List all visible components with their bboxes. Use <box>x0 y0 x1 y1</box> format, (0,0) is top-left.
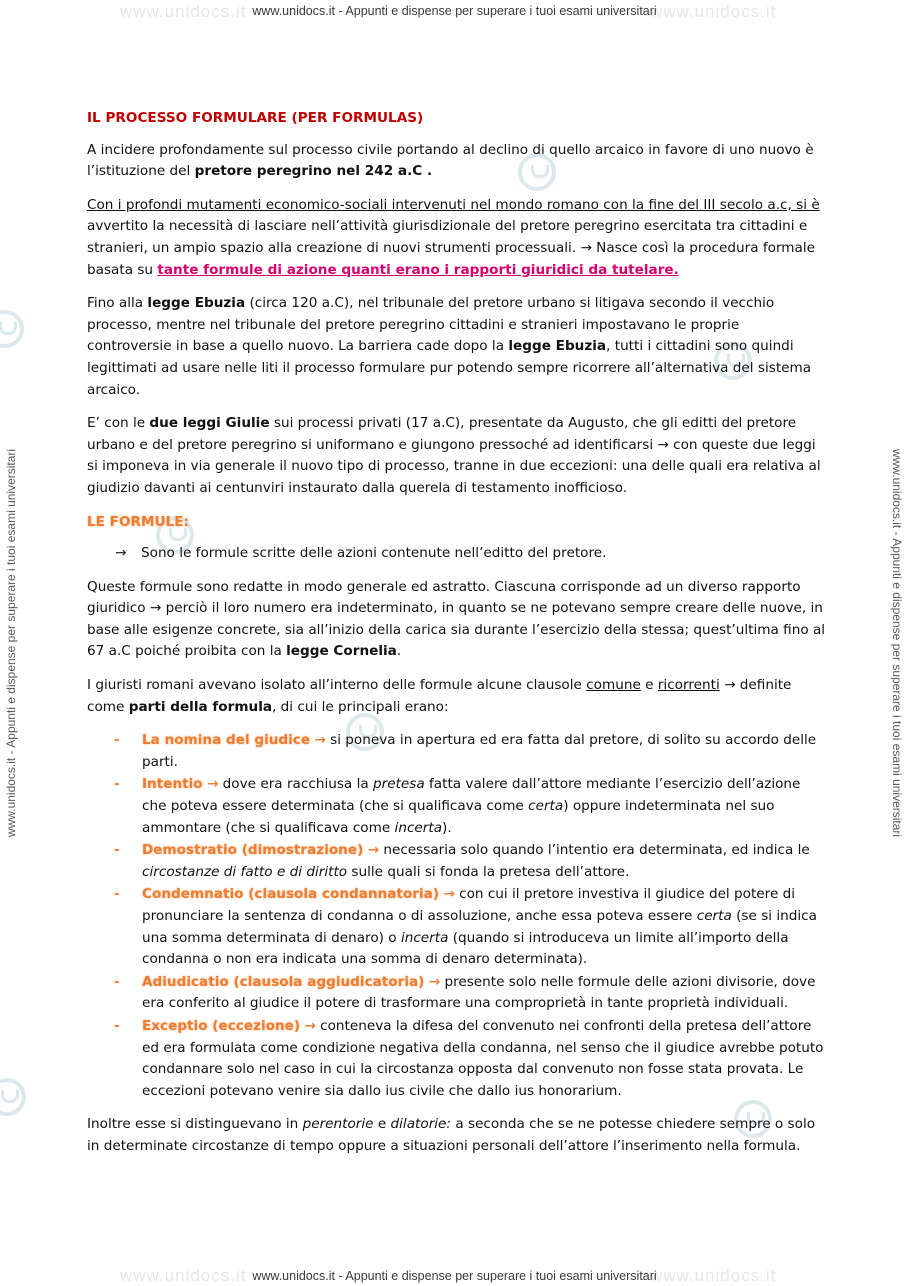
list-item-text: si poneva in apertura ed era fatta dal pretore, di solito su accordo delle parti. <box>142 732 817 770</box>
dash-bullet: - <box>114 842 120 859</box>
header-watermark: www.unidocs.it - Appunti e dispense per superare i tuoi esami universitari <box>252 4 657 18</box>
left-side-watermark: www.unidocs.it - Appunti e dispense per superare i tuoi esami universitari <box>4 448 18 838</box>
p4-text-c: sui processi privati (17 a.C), presentate da Augusto, che gli editti del pretore urbano e del pretore peregrino si uniformano e giungono pressoché ad identificarsi <box>87 415 797 453</box>
paragraph-5 <box>87 577 827 663</box>
list-item-italic: incerta <box>394 819 443 836</box>
p3-bold-1: legge Ebuzia <box>147 295 246 312</box>
p5-text-d: . <box>396 643 402 660</box>
arrow-icon: → <box>115 545 127 562</box>
paragraph-7 <box>87 1114 827 1157</box>
list-item-italic: certa <box>528 798 564 815</box>
paragraph-3 <box>87 293 827 401</box>
p5-text: Queste formule sono redatte in modo generale ed astratto. Ciascuna corrisponde ad un diverso rapporto giuridico <box>87 578 801 617</box>
arrow-icon: → <box>724 677 736 694</box>
list-item-text: conteneva la difesa del convenuto nei confronti della pretesa dell’attore ed era formulata come condizione negativa della condanna, nel senso che il giudice avrebbe potuto condannare solo nel caso in cui la circostanza opposta dal convenuto non fosse stata provata. Le eccezioni potevano venire sia dallo ius civile che dallo ius honorarium. <box>142 1017 824 1099</box>
p7-text-c: a seconda che se ne potesse chiedere sempre o solo in determinate circostanze di tempo oppure a situazioni personali dell’attore l’inserimento nella formula. <box>87 1116 816 1154</box>
p1-bold: pretore peregrino nel 242 a.C . <box>194 163 433 180</box>
p6-text: I giuristi romani avevano isolato all’interno delle formule alcune clausole <box>87 677 587 694</box>
p6-text-f: , di cui le principali erano: <box>272 698 449 715</box>
p3-text-c: (circa 120 a.C), nel tribunale del pretore urbano si litigava secondo il vecchio processo, mentre nel tribunale del pretore peregrino cittadini e stranieri impostavano le proprie controversie in base a quello nuovo. La barriera cade dopo la <box>87 295 775 355</box>
dash-bullet: - <box>114 732 120 749</box>
list-item-term: La nomina del giudice <box>142 732 311 749</box>
dash-bullet: - <box>114 886 120 903</box>
p7-text: Inoltre esse si distinguevano in <box>87 1116 303 1133</box>
p5-bold: legge Cornelia <box>286 643 397 660</box>
p3-bold-2: legge Ebuzia <box>508 338 607 355</box>
p6-underlined-1: comune <box>586 677 641 694</box>
list-item-text: (se si indica una somma determinata di denaro) o <box>142 908 817 946</box>
list-item <box>87 730 827 773</box>
list-item-text: con cui il pretore investiva il giudice del potere di pronunciare la sentenza di condanna o di assoluzione, anche essa poteva essere <box>142 886 796 924</box>
p4-bold: due leggi Giulie <box>149 415 270 432</box>
list-item-text: fatta valere dall’attore mediante l’esercizio dell’azione che poteva essere determinata (che si qualificava come <box>142 776 801 815</box>
list-item-term: Condemnatio (clausola condannatoria) <box>142 886 440 903</box>
list-item <box>87 774 827 839</box>
list-item-term: Demostratio (dimostrazione) <box>142 842 364 859</box>
p7-text-b: e <box>373 1116 391 1133</box>
dash-bullet: - <box>114 776 120 793</box>
arrow-icon: → <box>580 239 592 256</box>
dash-bullet: - <box>114 973 120 990</box>
p6-text-b: e <box>640 677 658 694</box>
section-title: IL PROCESSO FORMULARE (PER FORMULAS) <box>87 110 424 126</box>
p7-italic-2: dilatorie: <box>390 1116 451 1133</box>
list-item-term: Exceptio (eccezione) <box>142 1017 301 1034</box>
faint-watermark-bottom-left: www.unidocs.it <box>120 1266 247 1285</box>
p2-highlight: tante formule di azione quanti erano i rapporti giuridici da tutelare. <box>157 261 679 278</box>
p2-text: avvertito la necessità di lasciare nell’attività giurisdizionale del pretore peregrino esercitata tra cittadini e stranieri, un ampio spazio alla creazione di nuovi strumenti processuali. <box>87 218 808 256</box>
list-item-text: necessaria solo quando l’intentio era determinata, ed indica le <box>379 842 810 859</box>
list-item-italic: pretesa <box>373 776 425 793</box>
arrow-icon: → <box>657 436 669 453</box>
paragraph-6 <box>87 675 827 718</box>
arrow-icon: → <box>314 732 326 749</box>
watermark-logo-icon <box>0 310 24 348</box>
list-item <box>87 1016 827 1102</box>
p6-underlined-2: ricorrenti <box>657 677 720 694</box>
p3-text-d: , tutti i cittadini sono quindi legittimati ad usare nelle liti il processo formulare pur potendo sempre ricorrere all’alternativa del sistema arcaico. <box>87 338 812 398</box>
p6-text-d: definite come <box>87 677 792 715</box>
list-item-text: (quando si introduceva un limite all’importo della condanna o non era indicata una somma di denaro determinata). <box>142 929 789 968</box>
paragraph-2 <box>87 195 827 281</box>
arrow-icon: → <box>428 973 441 990</box>
arrow-bullet-text: Sono le formule scritte delle azioni contenute nell’editto del pretore. <box>141 545 607 562</box>
list-item-term: Adiudicatio (clausola aggiudicatoria) <box>142 973 425 990</box>
list-item <box>87 884 827 970</box>
formula-parts-list <box>87 730 827 1102</box>
p7-italic-1: perentorie <box>302 1116 374 1133</box>
list-item-text: sulle quali si fonda la pretesa dell’attore. <box>347 863 630 880</box>
footer-watermark: www.unidocs.it - Appunti e dispense per superare i tuoi esami universitari <box>252 1269 657 1283</box>
list-item-text: dove era racchiusa la <box>218 776 373 793</box>
p6-bold: parti della formula <box>128 698 273 715</box>
p2-text-b: Nasce così la procedura formale basata su <box>87 239 816 278</box>
arrow-bullet <box>87 543 827 565</box>
arrow-icon: → <box>206 776 219 793</box>
arrow-icon: → <box>304 1017 316 1034</box>
p2-underlined: Con i profondi mutamenti economico-sociali intervenuti nel mondo romano con la fine del III secolo a.c, si è <box>87 196 820 213</box>
p3-text: Fino alla <box>87 295 148 312</box>
faint-watermark-top-left: www.unidocs.it <box>120 2 247 21</box>
list-item-italic: circostanze di fatto e di diritto <box>142 863 348 880</box>
paragraph-4 <box>87 413 827 499</box>
list-item-text: ) oppure indeterminata nel suo ammontare (che si qualificava come <box>142 798 775 836</box>
list-item-text: ). <box>442 819 452 836</box>
document-body <box>87 108 827 1170</box>
list-item-text: presente solo nelle formule delle azioni divisorie, dove era conferito al giudice il potere di trasformare una comproprietà in tante proprietà individuali. <box>142 973 816 1012</box>
p4-text: E’ con le <box>87 415 150 432</box>
arrow-icon: → <box>149 600 162 617</box>
p4-text-d: con queste due leggi si imponeva in via generale il nuovo tipo di processo, tranne in due eccezioni: una delle quali era relativa al giudizio davanti ai centunviri instaurato dalla querela di testamento inofficioso. <box>87 436 821 496</box>
faint-watermark-top-right: www.unidocs.it <box>650 2 777 21</box>
section-subtitle: LE FORMULE: <box>87 513 189 530</box>
faint-watermark-bottom-right: www.unidocs.it <box>650 1266 777 1285</box>
arrow-icon: → <box>367 842 380 859</box>
list-item <box>87 840 827 883</box>
paragraph-1 <box>87 140 827 183</box>
p5-text-b: perciò il loro numero era indeterminato, in quanto se ne potevano sempre creare delle nuove, in base alle esigenze concrete, sia all’inizio della carica sia durante l’esercizio della stessa; quest’ultima fino al 67 a.C poiché proibita con la <box>87 600 826 660</box>
list-item-italic: certa <box>696 908 732 924</box>
list-item-term: Intentio <box>142 776 203 793</box>
dash-bullet: - <box>114 1017 120 1034</box>
right-side-watermark: www.unidocs.it - Appunti e dispense per superare i tuoi esami universitari <box>890 448 904 838</box>
p1-text: A incidere profondamente sul processo civile portando al declino di quello arcaico in favore di uno nuovo è l’istituzione del <box>87 141 814 180</box>
list-item <box>87 972 827 1015</box>
watermark-logo-icon <box>0 1078 26 1116</box>
list-item-italic: incerta <box>400 929 449 946</box>
arrow-icon: → <box>443 886 455 903</box>
